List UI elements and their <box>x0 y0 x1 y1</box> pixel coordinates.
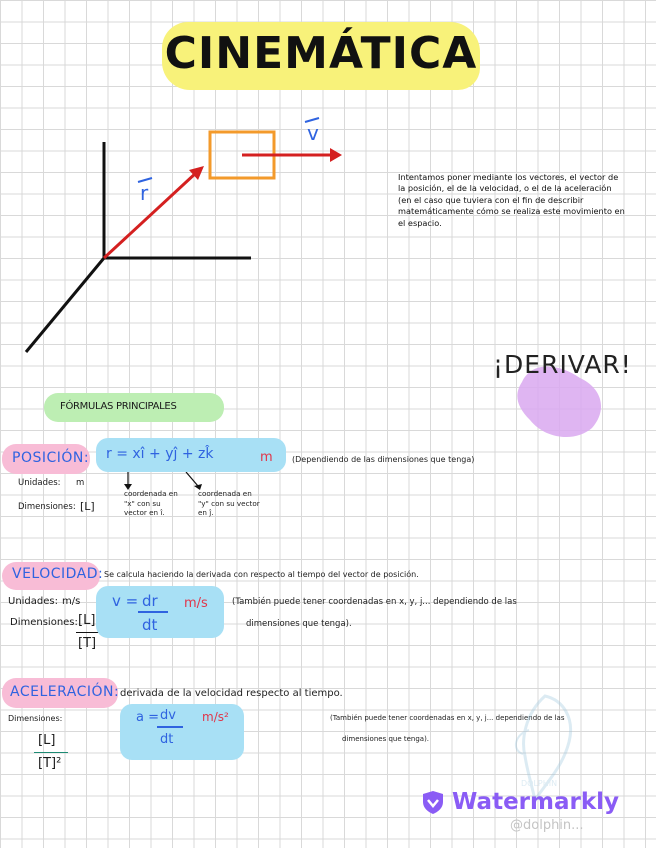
x-axis <box>26 258 104 352</box>
posicion-label: POSICIÓN: <box>12 450 90 466</box>
position-vector-line <box>104 172 197 258</box>
watermarkly-brand: Watermarkly <box>452 789 620 815</box>
watermark-handle: @dolphin... <box>510 818 584 833</box>
aceleracion-label: ACELERACIÓN: <box>10 684 120 700</box>
aceleracion-unit: m/s² <box>202 710 229 724</box>
label-r: r <box>140 181 149 205</box>
velocity-vector-arrowhead <box>330 148 342 162</box>
formulas-heading: FÓRMULAS PRINCIPALES <box>60 401 177 412</box>
velocidad-note-line2: dimensiones que tenga). <box>246 619 352 629</box>
aceleracion-formula-den: dt <box>160 732 174 747</box>
label-v: v <box>307 121 319 145</box>
aceleracion-dim-den: [T]² <box>38 756 62 771</box>
posicion-unidades-label: Unidades: <box>18 478 61 488</box>
velocidad-formula-left: v = <box>112 592 139 610</box>
posicion-dimensiones-value: [L] <box>80 500 95 513</box>
aceleracion-formula-left: a = <box>136 710 159 725</box>
aceleracion-dim-num: [L] <box>38 733 56 748</box>
vector-diagram <box>0 100 380 370</box>
aceleracion-note-line2: dimensiones que tenga). <box>342 735 430 743</box>
posicion-dimensiones-label: Dimensiones: <box>18 502 76 512</box>
derivar-heading: ¡DERIVAR! <box>493 350 632 379</box>
velocidad-unit: m/s <box>184 596 208 611</box>
velocidad-formula-num: dr <box>142 592 158 610</box>
aceleracion-note-line1: (También puede tener coordenadas en x, y, j... dependiendo de las <box>330 714 565 722</box>
velocidad-note-line1: (También puede tener coordenadas en x, y, j... dependiendo de las <box>232 597 517 607</box>
velocidad-unidades-value: m/s <box>62 596 81 607</box>
velocidad-label: VELOCIDAD: <box>12 566 104 582</box>
aceleracion-formula-divider <box>157 726 183 728</box>
aceleracion-dim-divider <box>34 752 68 753</box>
velocidad-dim-num: [L] <box>78 613 96 628</box>
posicion-note: (Dependiendo de las dimensiones que tenga) <box>292 455 475 464</box>
posicion-annotation-y: coordenada en "y" con su vector en ĵ. <box>198 489 260 517</box>
posicion-unidades-value: m <box>76 478 85 488</box>
velocidad-description: Se calcula haciendo la derivada con respecto al tiempo del vector de posición. <box>104 570 419 579</box>
posicion-unit: m <box>260 450 273 465</box>
velocidad-dim-den: [T] <box>78 636 97 651</box>
velocidad-unidades-label: Unidades: <box>8 596 58 607</box>
velocidad-formula-den: dt <box>142 616 158 634</box>
posicion-formula: r = xî + yĵ + zk̂ <box>106 446 214 462</box>
aceleracion-dimensiones-label: Dimensiones: <box>8 714 63 723</box>
posicion-annotation-x: coordenada en "x" con su vector en î. <box>124 489 178 517</box>
page-title: CINEMÁTICA <box>164 28 478 79</box>
velocidad-dimensiones-label: Dimensiones: <box>10 617 78 628</box>
watermarkly-shield-icon <box>420 789 446 815</box>
aceleracion-description: derivada de la velocidad respecto al tiempo. <box>120 688 343 699</box>
aceleracion-formula-num: dv <box>160 708 176 723</box>
intro-paragraph: Intentamos poner mediante los vectores, el vector de la posición, el de la velocidad, o el de la aceleración (en el caso que tuviera con el fin de describir matemáticamente cómo se realiza este movimiento en el espacio. <box>398 172 625 228</box>
velocidad-formula-divider <box>138 611 168 613</box>
dolphin-watermark-text: DOLPHIN <box>521 779 558 788</box>
